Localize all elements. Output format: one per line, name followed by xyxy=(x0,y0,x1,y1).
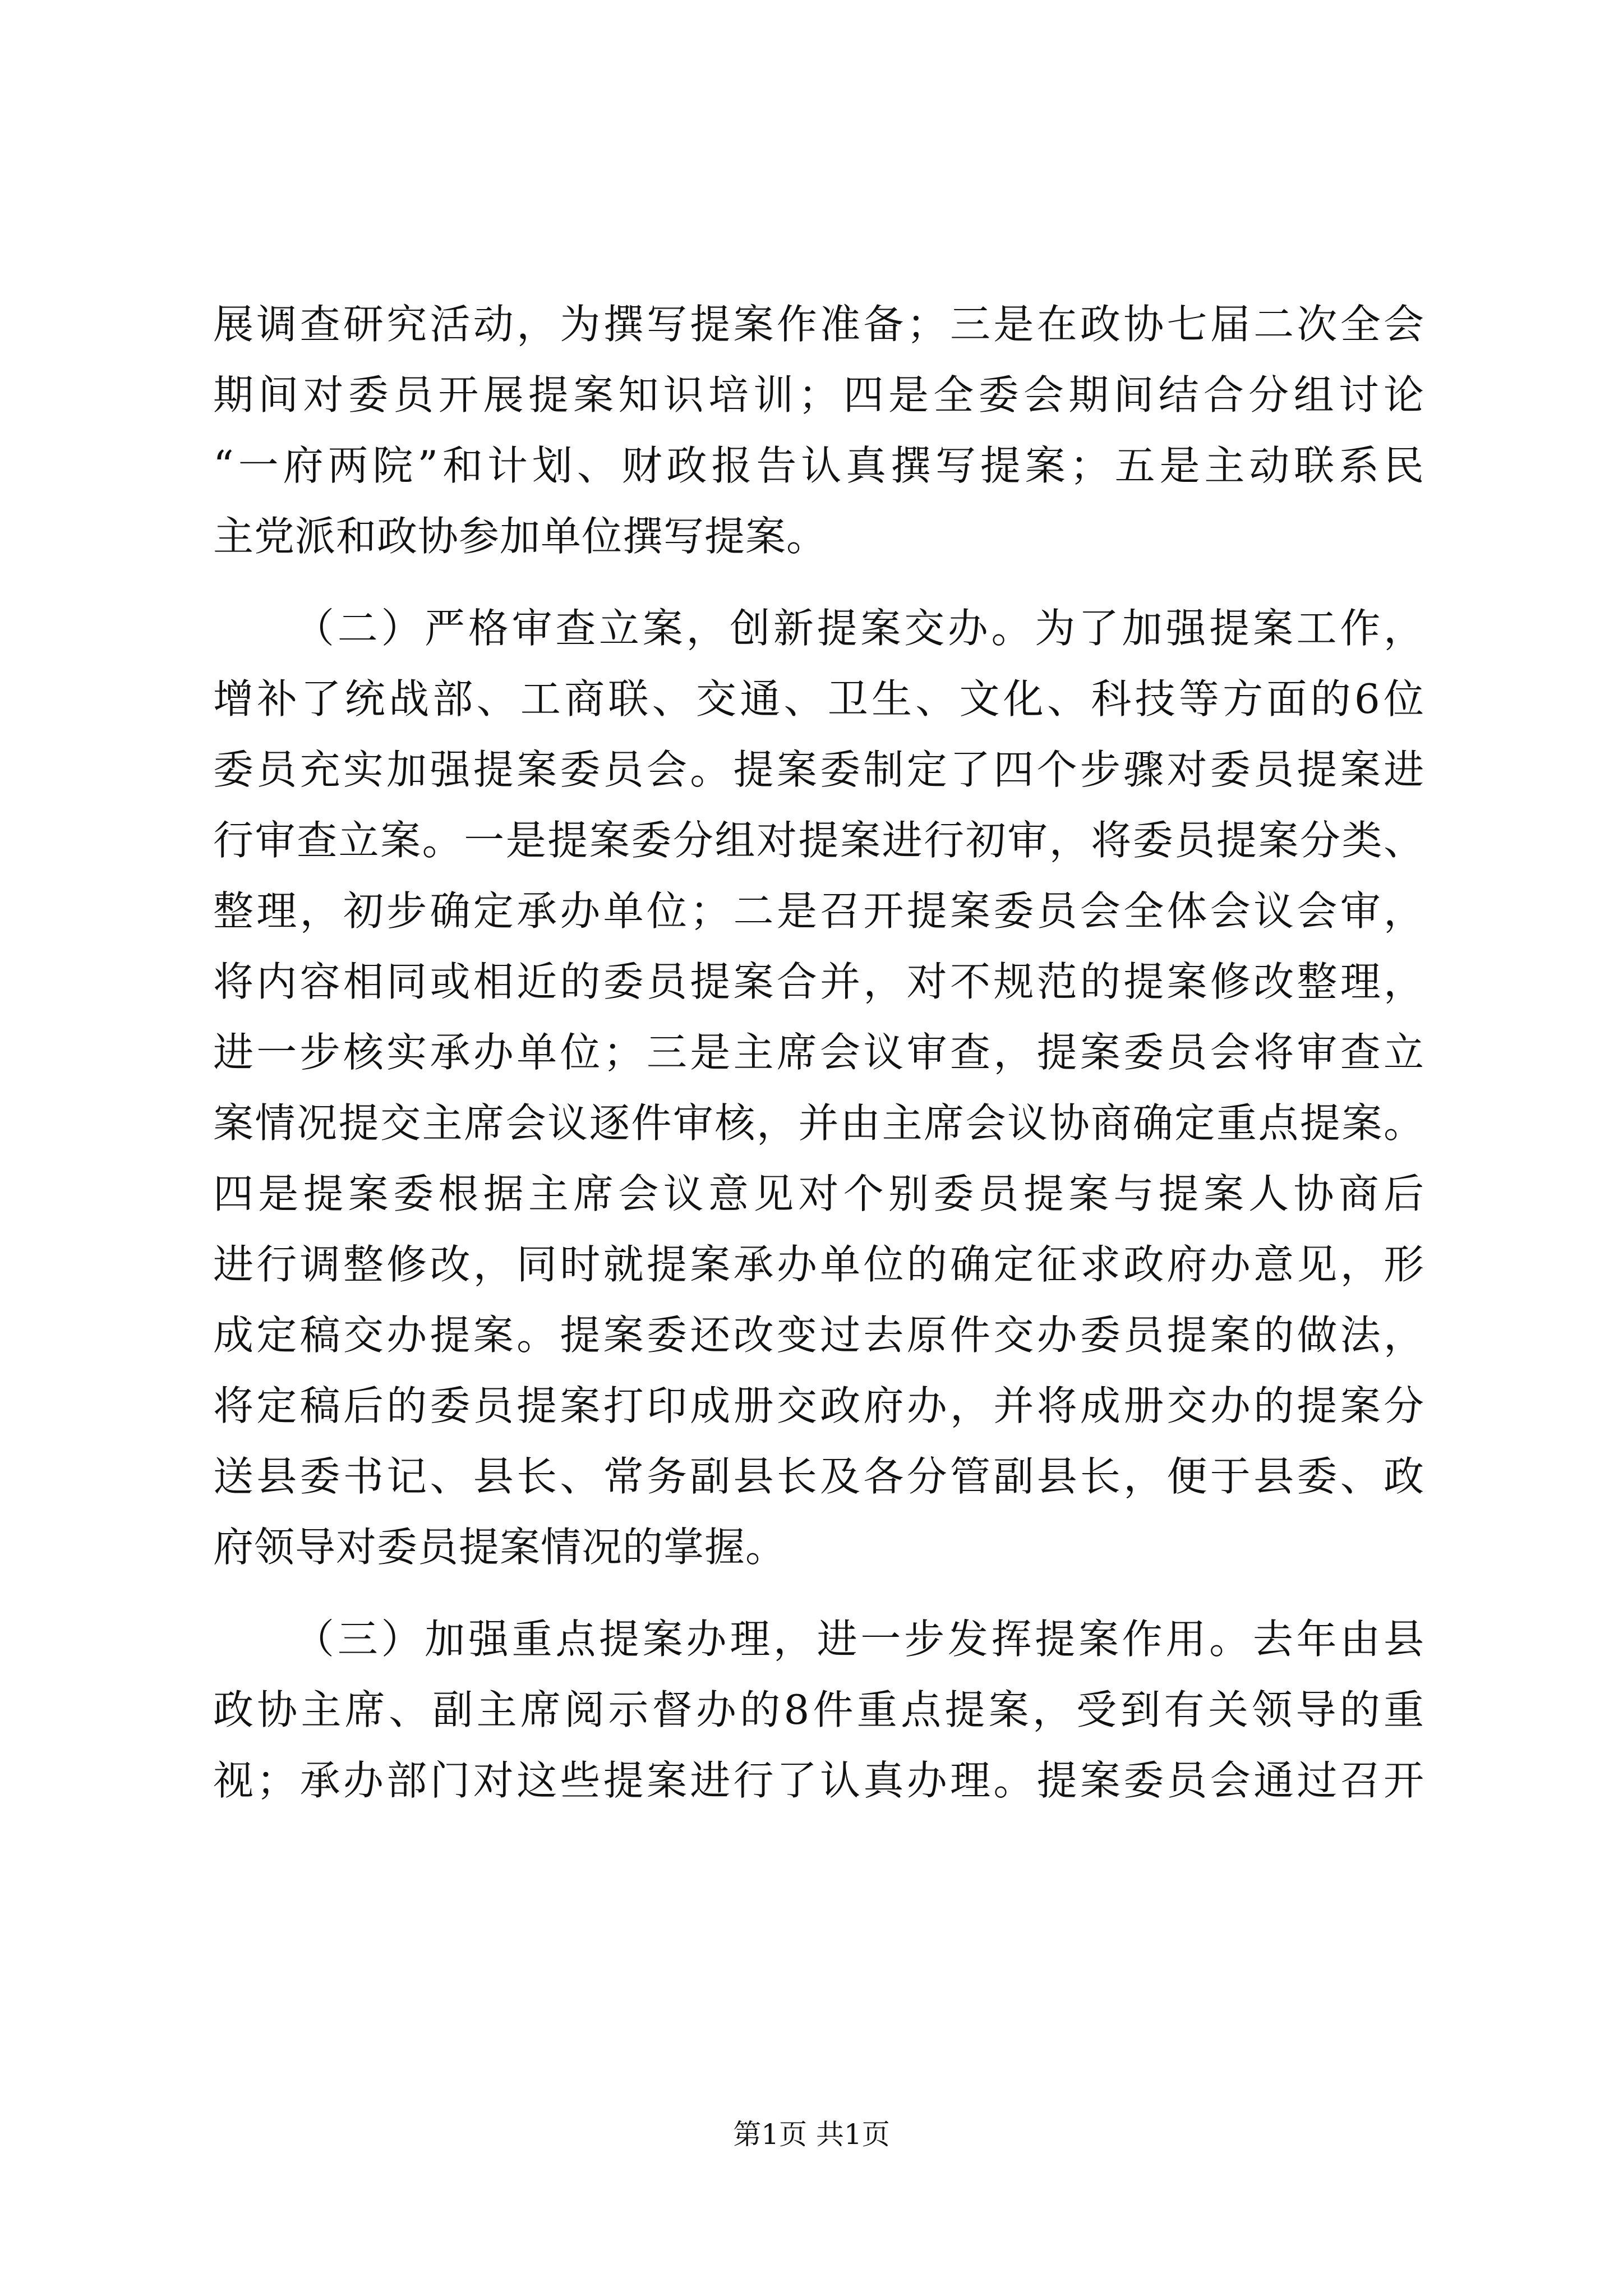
text-line: 展调查研究活动，为撰写提案作准备；三是在政协七届二次全会 xyxy=(213,301,1424,348)
text-line: 政协主席、副主席阅示督办的8件重点提案，受到有关领导的重 xyxy=(213,1686,1424,1733)
text-line: 行审查立案。一是提案委分组对提案进行初审，将委员提案分类、 xyxy=(213,817,1424,864)
paragraph-3 xyxy=(213,1604,1424,1816)
text-line: 整理，初步确定承办单位；二是召开提案委员会全体会议会审， xyxy=(213,887,1424,935)
text-line: 进行调整修改，同时就提案承办单位的确定征求政府办意见，形 xyxy=(213,1241,1424,1288)
text-line: 主党派和政协参加单位撰写提案。 xyxy=(213,513,828,560)
text-line: 四是提案委根据主席会议意见对个别委员提案与提案人协商后 xyxy=(213,1170,1424,1217)
text-line: 将定稿后的委员提案打印成册交政府办，并将成册交办的提案分 xyxy=(213,1382,1424,1429)
text-line: 成定稿交办提案。提案委还改变过去原件交办委员提案的做法， xyxy=(213,1312,1424,1359)
text-line: 送县委书记、县长、常务副县长及各分管副县长，便于县委、政 xyxy=(213,1453,1424,1500)
text-line: 委员充实加强提案委员会。提案委制定了四个步骤对委员提案进 xyxy=(213,746,1424,793)
text-line: 府领导对委员提案情况的掌握。 xyxy=(213,1524,787,1571)
paragraph-1 xyxy=(213,289,1424,572)
text-line: 将内容相同或相近的委员提案合并，对不规范的提案修改整理， xyxy=(213,958,1424,1005)
page-number-footer: 第1页 共1页 xyxy=(733,2118,890,2151)
text-line: （二）严格审查立案，创新提案交办。为了加强提案工作， xyxy=(294,605,1424,652)
text-line: “一府两院”和计划、财政报告认真撰写提案；五是主动联系民 xyxy=(213,442,1424,489)
text-line: 案情况提交主席会议逐件审核，并由主席会议协商确定重点提案。 xyxy=(213,1099,1424,1147)
text-line: （三）加强重点提案办理，进一步发挥提案作用。去年由县 xyxy=(294,1616,1424,1663)
paragraph-2 xyxy=(213,593,1424,1582)
text-line: 进一步核实承办单位；三是主席会议审查，提案委员会将审查立 xyxy=(213,1029,1424,1076)
text-line: 期间对委员开展提案知识培训；四是全委会期间结合分组讨论 xyxy=(213,371,1424,418)
text-line: 增补了统战部、工商联、交通、卫生、文化、科技等方面的6位 xyxy=(213,675,1424,723)
text-line: 视；承办部门对这些提案进行了认真办理。提案委员会通过召开 xyxy=(213,1757,1424,1804)
document-body xyxy=(213,289,1424,1816)
